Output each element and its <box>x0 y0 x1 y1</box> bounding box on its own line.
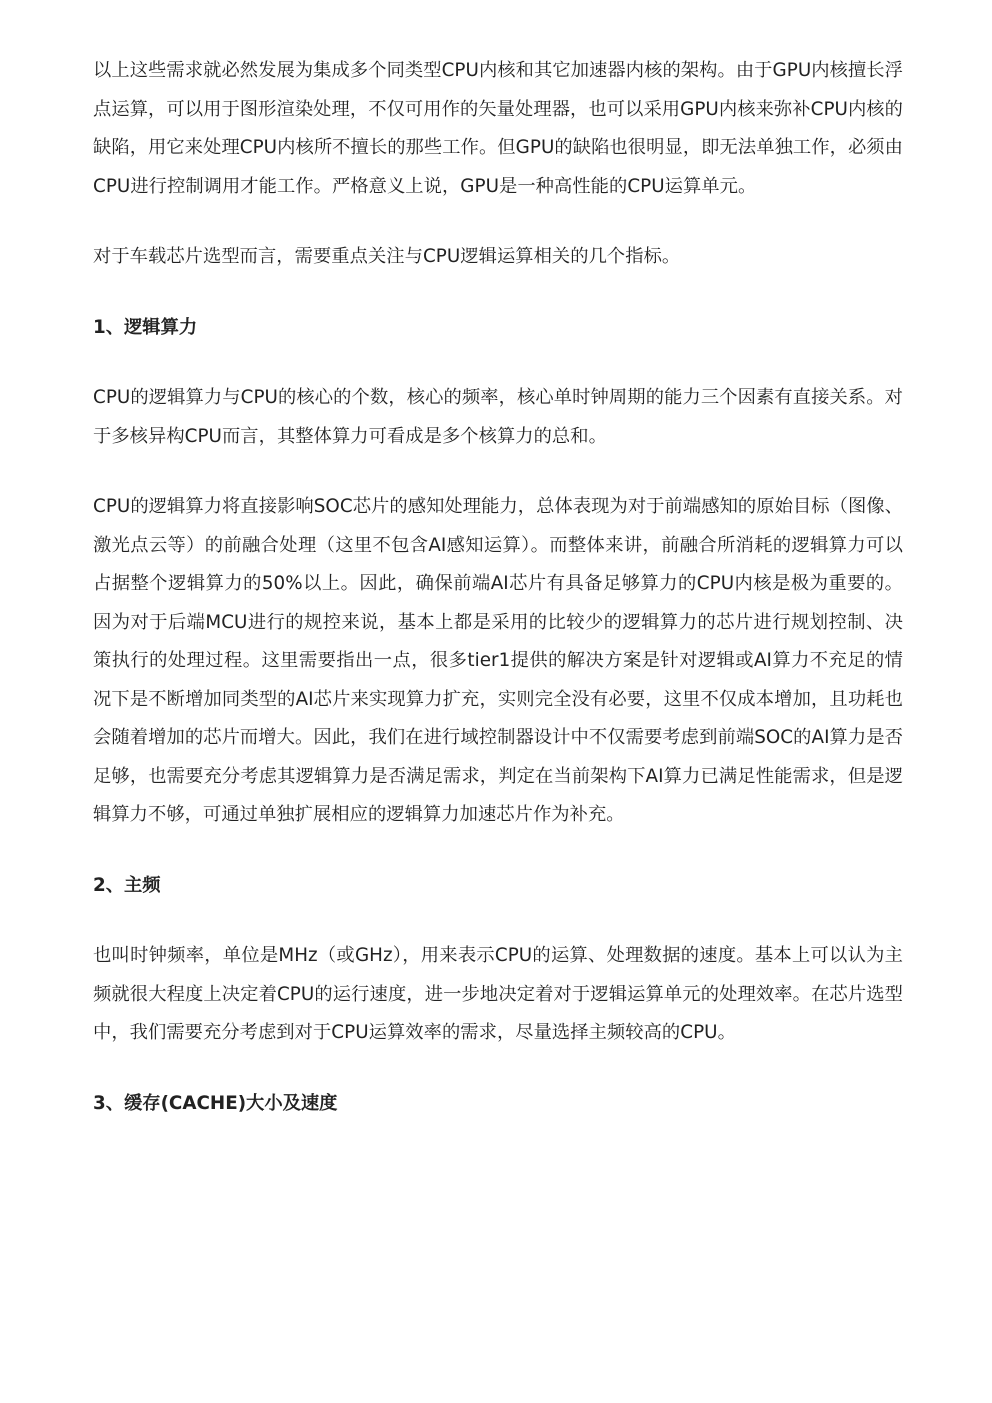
heading-clock-frequency: 2、主频 <box>93 874 161 896</box>
heading-logic-compute: 1、逻辑算力 <box>93 316 198 338</box>
paragraph-logic-compute-impact: CPU的逻辑算力将直接影响SOC芯片的感知处理能力，总体表现为对于前端感知的原始目标（图像、激光点云等）的前融合处理（这里不包含AI感知运算）。而整体来讲，前融合所消耗的逻辑算力可以占据整个逻辑算力的50%以上。因此，确保前端AI芯片有具备足够算力的CPU内核是极为重要的。因为对于后端MCU进行的规控来说，基本上都是采用的比较少的逻辑算力的芯片进行规划控制、决策执行的处理过程。这里需要指出一点，很多tier1提供的解决方案是针对逻辑或AI算力不充足的情况下是不断增加同类型的AI芯片来实现算力扩充，实则完全没有必要，这里不仅成本增加，且功耗也会随着增加的芯片而增大。因此，我们在进行域控制器设计中不仅需要考虑到前端SOC的AI算力是否足够，也需要充分考虑其逻辑算力是否满足需求，判定在当前架构下AI算力已满足性能需求，但是逻辑算力不够，可通过单独扩展相应的逻辑算力加速芯片作为补充。 <box>93 496 903 825</box>
paragraph-clock-frequency: 也叫时钟频率，单位是MHz（或GHz），用来表示CPU的运算、处理数据的速度。基本上可以认为主频就很大程度上决定着CPU的运行速度，进一步地决定着对于逻辑运算单元的处理效率。在芯片选型中，我们需要充分考虑到对于CPU运算效率的需求，尽量选择主频较高的CPU。 <box>93 945 903 1043</box>
paragraph-logic-compute-factors: CPU的逻辑算力与CPU的核心的个数，核心的频率，核心单时钟周期的能力三个因素有直接关系。对于多核异构CPU而言，其整体算力可看成是多个核算力的总和。 <box>93 387 903 447</box>
heading-cache: 3、缓存(CACHE)大小及速度 <box>93 1092 338 1114</box>
paragraph-gpu-architecture: 以上这些需求就必然发展为集成多个同类型CPU内核和其它加速器内核的架构。由于GPU内核擅长浮点运算，可以用于图形渲染处理，不仅可用作的矢量处理器，也可以采用GPU内核来弥补CPU内核的缺陷，用它来处理CPU内核所不擅长的那些工作。但GPU的缺陷也很明显，即无法单独工作，必须由CPU进行控制调用才能工作。严格意义上说，GPU是一种高性能的CPU运算单元。 <box>93 60 903 197</box>
document-page <box>93 52 903 1123</box>
paragraph-selection-intro: 对于车载芯片选型而言，需要重点关注与CPU逻辑运算相关的几个指标。 <box>93 246 681 267</box>
